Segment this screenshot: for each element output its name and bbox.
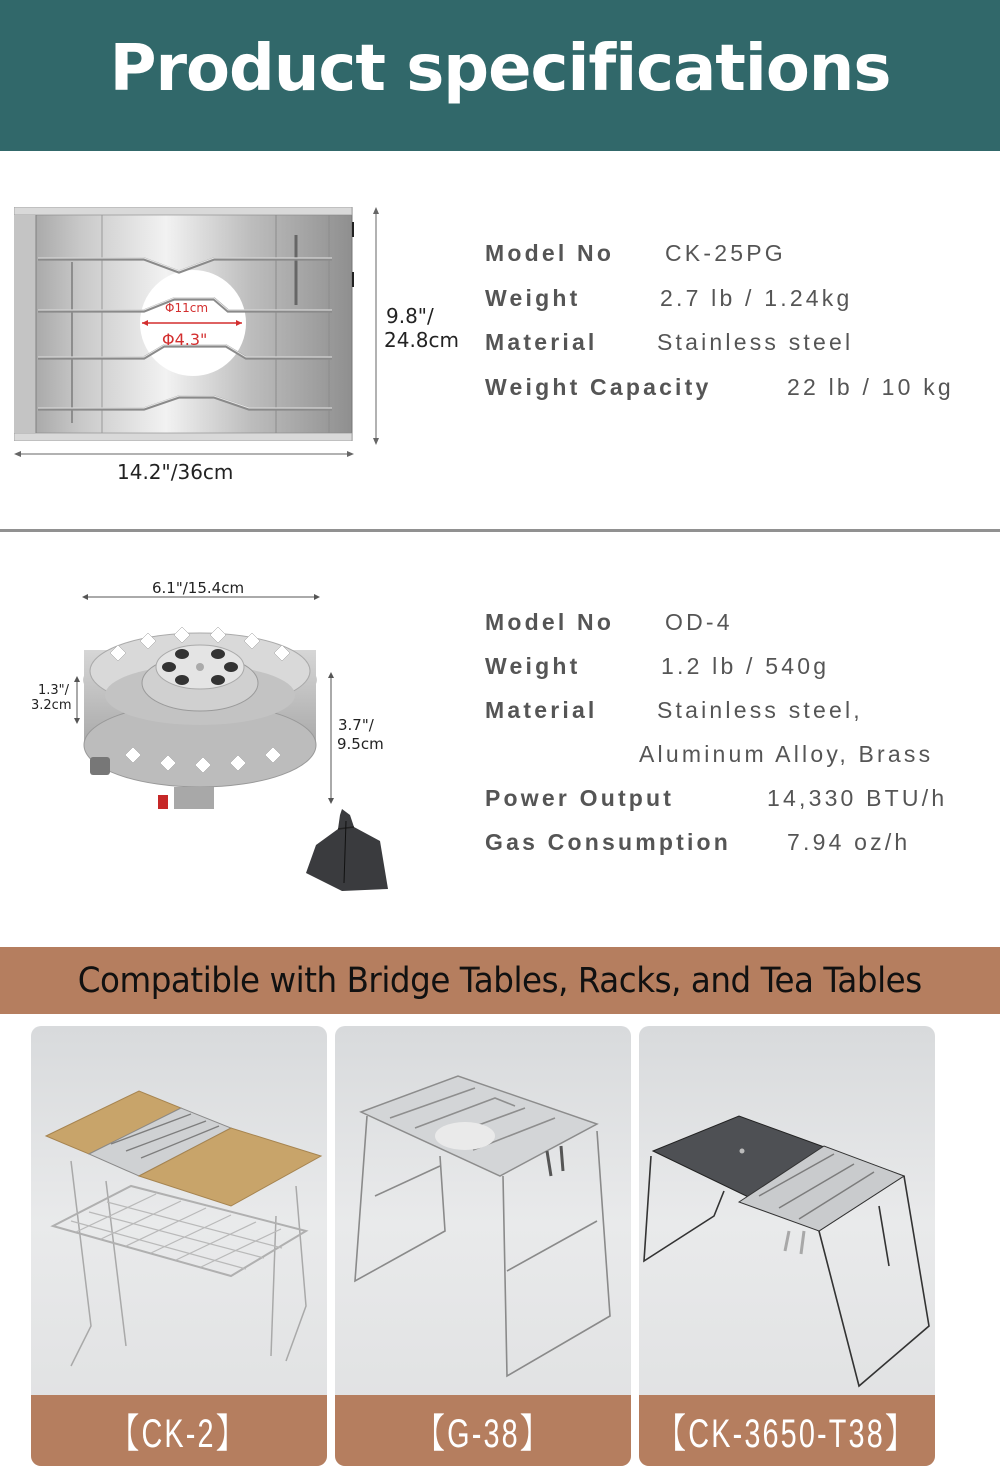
spec-value: 22 lb / 10 kg — [787, 374, 954, 400]
spec-value: 1.2 lb / 540g — [661, 653, 830, 679]
hole-dimension-in: Φ4.3" — [162, 330, 208, 349]
rack-stand-image — [335, 1026, 631, 1396]
storage-bag-image — [302, 805, 390, 893]
spec-label: Model No — [485, 609, 615, 635]
bamboo-table-image — [31, 1026, 327, 1396]
spec-value: CK-25PG — [665, 240, 786, 266]
compatible-card-g-38 — [335, 1026, 631, 1466]
burner-height-line2: 9.5cm — [337, 735, 384, 753]
card-label-bar — [31, 1395, 327, 1466]
page-header — [0, 0, 1000, 151]
spec-label: Material — [485, 329, 598, 355]
compatible-banner-text: Compatible with Bridge Tables, Racks, and Tea Tables — [78, 960, 922, 1001]
spec-label: Weight — [485, 285, 581, 311]
card-label-bar — [639, 1395, 935, 1466]
width-dimension: 14.2"/36cm — [117, 460, 234, 484]
card-label: 【CK-2】 — [110, 1412, 248, 1456]
height-arrow — [370, 207, 382, 445]
diameter-dimension: 6.1"/15.4cm — [152, 579, 245, 597]
stove-insert-image — [14, 207, 354, 441]
spec-value: Stainless steel, — [657, 697, 863, 723]
spec-value: 14,330 BTU/h — [767, 785, 948, 811]
burner-height-arrow — [327, 672, 335, 804]
burner-image — [70, 605, 330, 820]
spec-label: Gas Consumption — [485, 829, 732, 855]
compatible-banner — [0, 947, 1000, 1014]
height-dimension-line2: 24.8cm — [384, 328, 460, 352]
card-label-bar — [335, 1395, 631, 1466]
spec-value: 2.7 lb / 1.24kg — [660, 285, 853, 311]
spec-label: Power Output — [485, 785, 675, 811]
height-dimension-line1: 9.8"/ — [386, 304, 434, 328]
spec-value: Stainless steel — [657, 329, 854, 355]
rim-dimension-line2: 3.2cm — [31, 698, 72, 713]
spec-value: OD-4 — [665, 609, 733, 635]
black-table-image — [639, 1026, 935, 1396]
page-title: Product specifications — [109, 31, 891, 106]
spec-value: Aluminum Alloy, Brass — [639, 741, 934, 767]
spec-label: Weight Capacity — [485, 374, 712, 400]
width-arrow — [14, 448, 354, 460]
diameter-arrow — [82, 592, 320, 602]
card-label: 【G-38】 — [415, 1412, 551, 1456]
card-label: 【CK-3650-T38】 — [657, 1412, 917, 1456]
hole-dimension-cm: Φ11cm — [165, 301, 209, 315]
spec-label: Material — [485, 697, 598, 723]
rim-dimension-line1: 1.3"/ — [38, 683, 70, 698]
spec-label: Model No — [485, 240, 615, 266]
spec-label: Weight — [485, 653, 581, 679]
rim-height-arrow — [73, 676, 81, 724]
spec-value: 7.94 oz/h — [787, 829, 911, 855]
compatible-card-ck-3650-t38 — [639, 1026, 935, 1466]
section-divider — [0, 529, 1000, 532]
burner-height-line1: 3.7"/ — [338, 716, 374, 734]
compatible-card-ck-2 — [31, 1026, 327, 1466]
